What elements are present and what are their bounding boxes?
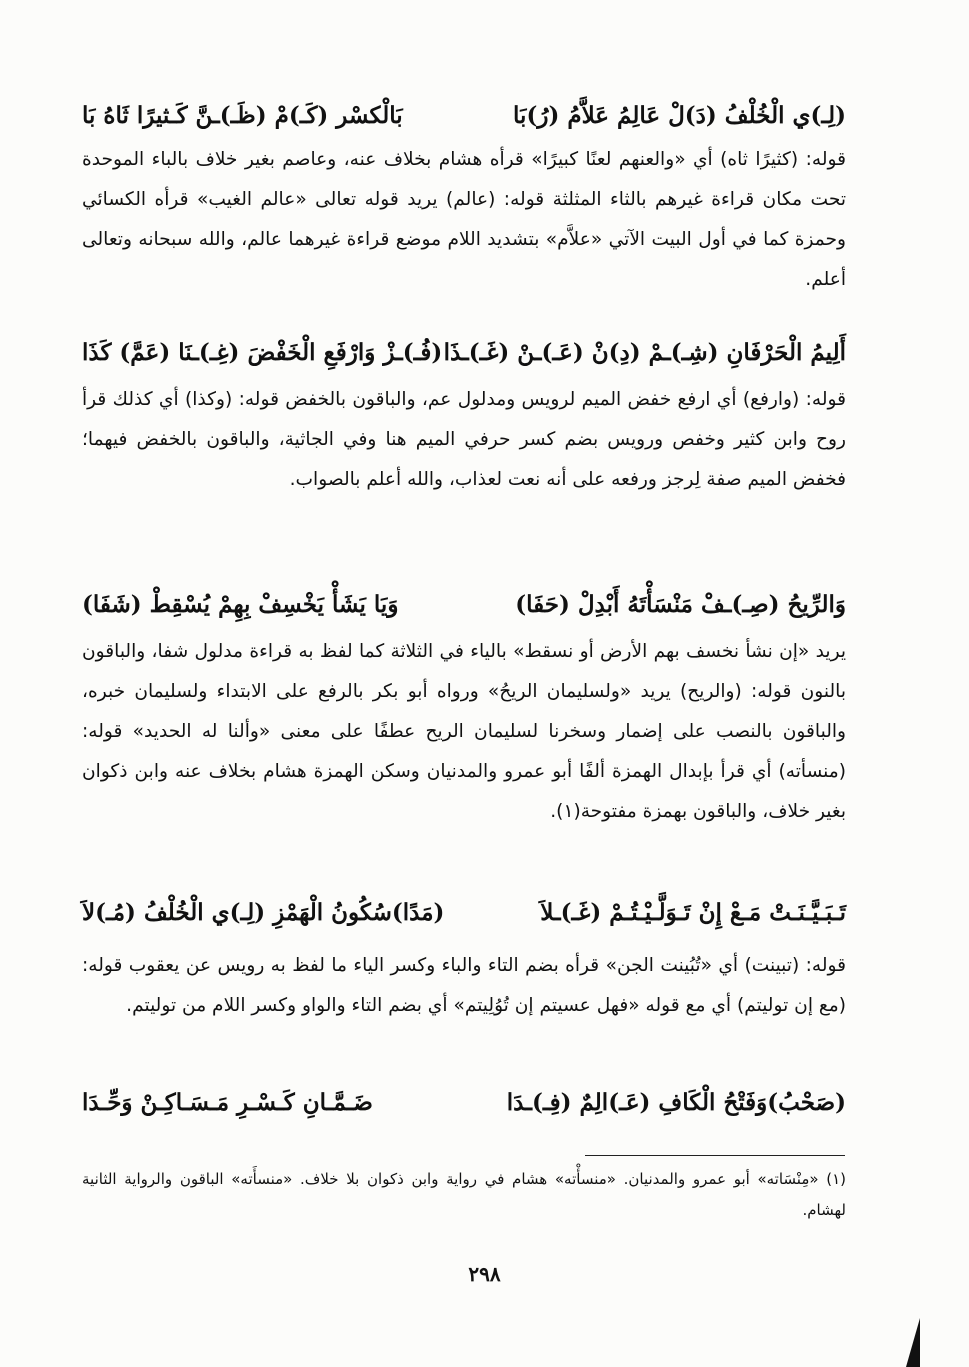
verse-2-left-hemistich: أَلِيمُ الْحَرْفَانِ (شِـ)ـمْ (دِ)نْ (عَـ)ـنْ (غَـ)ـذَا [443,338,846,366]
verse-5-right-hemistich: ضَـمَّـانِ كَـسْـرِ مَـسَـاكِـنْ وَحِّـدَا [82,1088,373,1116]
verse-3-left-hemistich: وَالرِّيحُ (صِـ)ـفْ مَنْسَأْتَهُ أَبْدِلْ (حَفَا) [515,590,846,618]
verse-line-5 [82,1080,846,1124]
page-number: ٢٩٨ [468,1262,501,1286]
verse-2-right-hemistich: (فُـ)ـزْ وَارْفَعِ الْخَفْضَ (غِـ)ـنَا (عَمَّ) كَذَا [82,338,443,366]
commentary-paragraph-2: قوله: (وارفع) أي ارفع خفض الميم لرويس ومدلول عم، والباقون بالخفض قوله: (وكذا) أي كذلك قرأ روح وابن كثير وخفص ورويس بضم كسر حرفي الميم هنا وفي الجاثية، والباقون بالخفض فيهما؛ فخفض الميم صفة لِرجز ورفعه على أنه نعت لعذاب، والله أعلم بالصواب. [82,389,846,490]
footnote: (١) «مِنْسَاته» أبو عمرو والمدنيان. «منسأْته» هشام في رواية وابن ذكوان بلا خلاف. «منسأَته» الباقون والرواية الثانية لهشام. [82,1170,846,1219]
verse-line-3 [82,582,846,626]
footnote-separator [585,1155,845,1156]
verse-line-2 [82,330,846,374]
verse-3-right-hemistich: وَيَا يَشَأْ يَخْسِفْ بِهِمْ يُسْقِطْ (شَفَا) [82,590,399,618]
verse-4-right-hemistich: (مَدًا)سُكُونُ الْهَمْزِ (لِـ)ي الْخُلْفُ (مُـ)لاَ [82,898,445,926]
verse-line-4 [82,890,846,934]
verse-line-1 [82,93,846,137]
verse-1-right-hemistich: بَالْكسْر (كَـ)مْ (ظَـ)ـنَّ كَـثيرًا ثَاهُ بَا [82,101,403,129]
verse-4-left-hemistich: تَـبَـيَّـنَـتْ مَـعْ إِنْ تَـوَلَّـيْـتُـمْ (غَـ)ـلاَ [540,898,846,926]
page-corner-mark [906,1318,920,1367]
commentary-paragraph-4: قوله: (تبينت) أي «تُبُينت الجن» قرأه بضم التاء والباء وكسر الياء ما لفظ به رويس عن يعقوب قوله: (مع إن توليتم) أي مع قوله «فهل عسيتم إن تُوُلِيتم» أي بضم التاء والواو وكسر اللام من توليتم. [82,955,846,1016]
commentary-paragraph-3: يريد «إن نشأ نخسف بهم الأرض أو نسقط» بالياء في الثلاثة كما لفظ به قراءة مدلول شفا، والباقون بالنون قوله: (والريح) يريد «ولسليمان الريحُ» ورواه أبو بكر بالرفع على الابتداء ولسليمان خبره، والباقون بالنصب على إضمار وسخرنا لسليمان الريح عطفًا على معنى «وألنا له الحديد» قوله: (منسأته) أي قرأ بإبدال الهمزة ألفًا أبو عمرو والمدنيان وسكن الهمزة هشام بخلاف عنه وابن ذكوان بغير خلاف، والباقون بهمزة مفتوحة(١). [82,641,846,822]
verse-1-left-hemistich: (لِـ)ي الْخُلْفُ (دَ)لْ عَالِمُ عَلاَّمُ (رُ)بَا [513,101,846,129]
verse-5-left-hemistich: (صَحْبُ)وَفَتْحُ الْكَافِ (عَـ)الِمٌ (فِـ)ـدَا [506,1088,846,1116]
commentary-paragraph-1: قوله: (كثيرًا ثاه) أي «والعنهم لعنًا كبيرًا» قرأه هشام بخلاف عنه، وعاصم بغير خلاف بالباء الموحدة تحت مكان قراءة غيرهم بالثاء المثلثة قوله: (عالم) يريد قوله تعالى «عالم الغيب» قرأه الكسائي وحمزة كما في أول البيت الآتي «علاَّم» بتشديد اللام موضع قراءة غيرهما عالم، والله سبحانه وتعالى أعلم. [82,149,846,290]
